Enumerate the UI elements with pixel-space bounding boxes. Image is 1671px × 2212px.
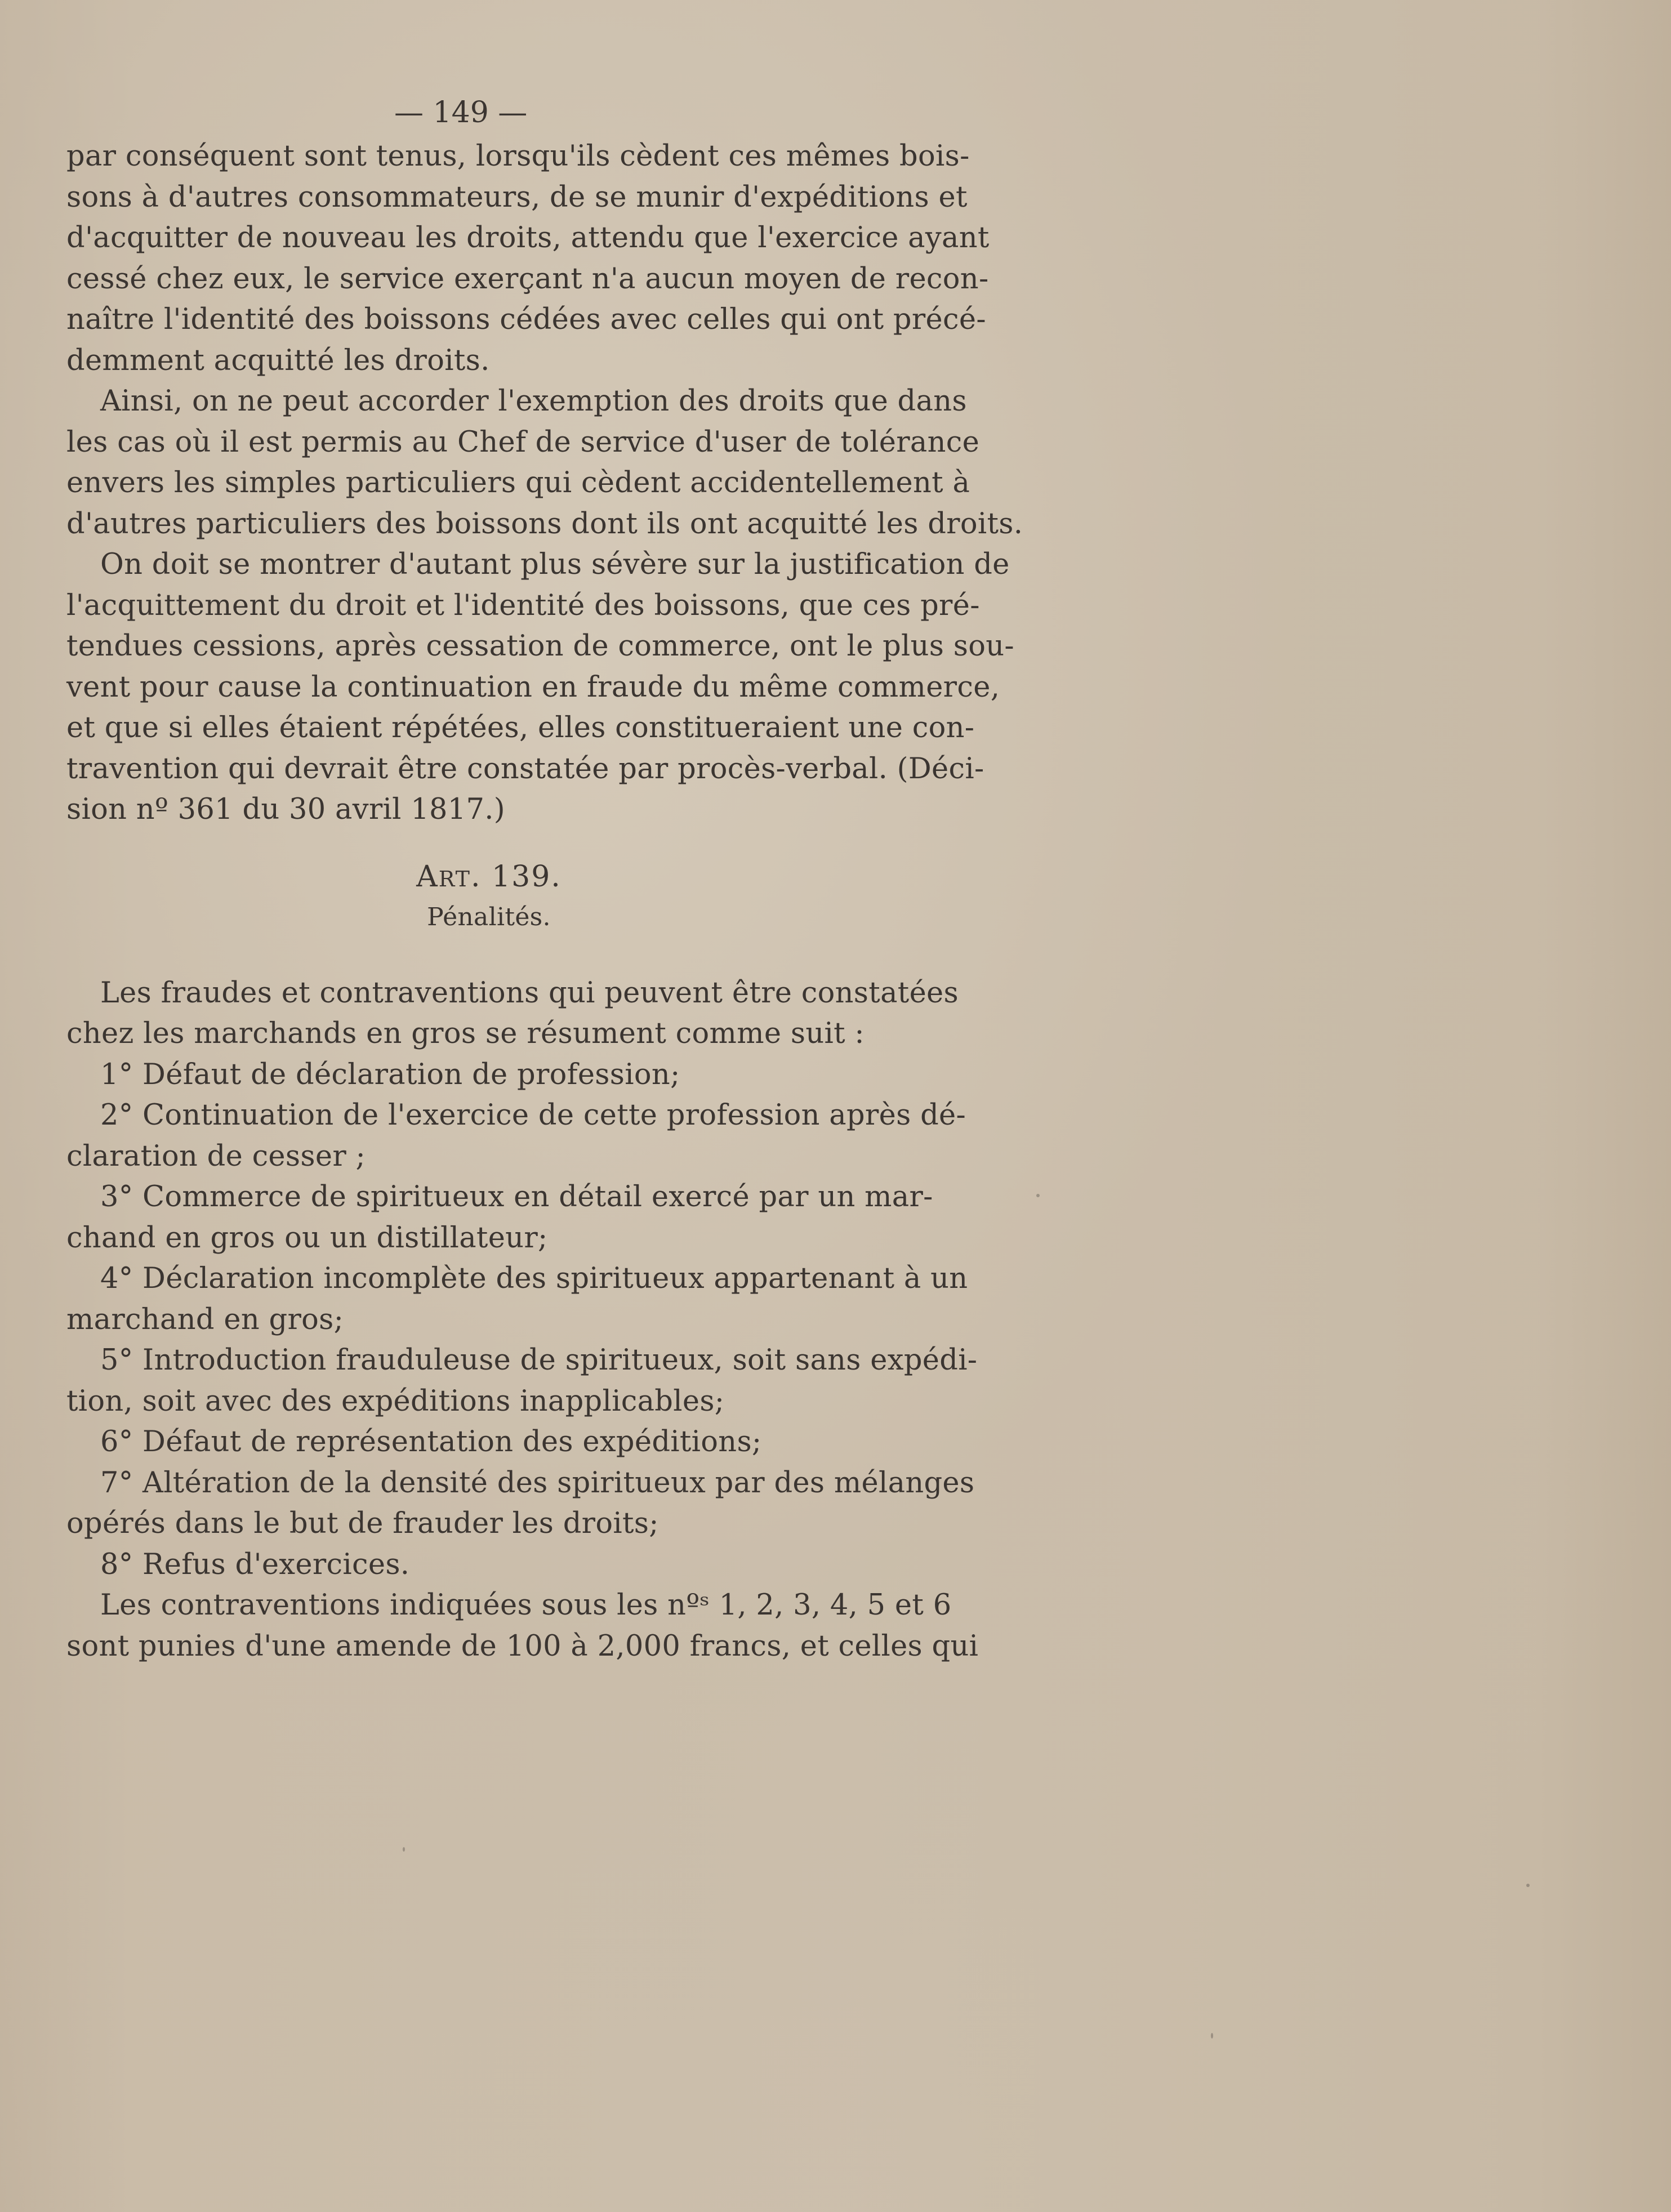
text-line: 1° Défaut de déclaration de profession;	[100, 1058, 680, 1091]
text-line: Les fraudes et contraventions qui peuvent être constatées	[100, 976, 959, 1010]
text-line: 6° Défaut de représentation des expéditions;	[100, 1425, 762, 1459]
text-line: d'acquitter de nouveau les droits, attendu que l'exercice ayant	[66, 221, 990, 255]
text-line: tendues cessions, après cessation de commerce, ont le plus sou-	[66, 630, 1014, 663]
text-line: Les contraventions indiquées sous les nºˢ 1, 2, 3, 4, 5 et 6	[100, 1589, 952, 1622]
paper-speck	[403, 1847, 405, 1852]
text-line: 2° Continuation de l'exercice de cette profession après dé-	[100, 1099, 966, 1132]
list-item	[66, 1259, 968, 1340]
article-heading-smallcaps: RT	[438, 866, 471, 891]
text-line: sont punies d'une amende de 100 à 2,000 francs, et celles qui	[66, 1629, 979, 1663]
text-line: travention qui devrait être constatée par procès-verbal. (Déci-	[66, 752, 984, 786]
text-line: envers les simples particuliers qui cèdent accidentellement à	[66, 466, 970, 500]
text-line: On doit se montrer d'autant plus sévère sur la justification de	[100, 548, 1010, 581]
text-line: sion nº 361 du 30 avril 1817.)	[66, 793, 505, 826]
list-item	[66, 1422, 911, 1463]
text-line: 4° Déclaration incomplète des spiritueux appartenant à un	[100, 1262, 968, 1295]
text-line: demment acquitté les droits.	[66, 344, 490, 377]
text-line: chand en gros ou un distillateur;	[66, 1221, 548, 1255]
list-item	[66, 1095, 966, 1177]
text-line: sons à d'autres consommateurs, de se munir d'expéditions et	[66, 180, 968, 214]
paragraph-frauds-intro	[66, 973, 959, 1055]
page-number: — 149 —	[394, 96, 528, 130]
text-line: et que si elles étaient répétées, elles constitueraient une con-	[66, 711, 975, 744]
offence-list	[66, 1055, 978, 1586]
article-subtitle: Pénalités.	[427, 903, 551, 931]
paragraph-penalties	[66, 1585, 979, 1667]
text-line: 7° Altération de la densité des spiritueux par des mélanges	[100, 1466, 975, 1500]
text-line: claration de cesser ;	[66, 1139, 366, 1173]
list-item	[66, 1545, 911, 1586]
text-line: tion, soit avec des expéditions inapplicables;	[66, 1384, 725, 1418]
paragraph-continuation	[66, 136, 990, 381]
article-heading-number: . 139.	[471, 859, 562, 894]
paper-speck	[1036, 1194, 1040, 1197]
text-line: naître l'identité des boissons cédées avec celles qui ont précé-	[66, 303, 986, 336]
text-line: chez les marchands en gros se résument comme suit :	[66, 1017, 865, 1050]
article-heading	[66, 857, 911, 898]
spacer	[66, 938, 911, 973]
paragraph-exemption	[66, 381, 1023, 545]
paragraph-justification	[66, 545, 1014, 831]
text-line: cessé chez eux, le service exerçant n'a aucun moyen de recon-	[66, 262, 989, 296]
text-line: vent pour cause la continuation en fraude du même commerce,	[66, 670, 1000, 704]
body-text	[66, 136, 1023, 1667]
text-line: opérés dans le but de frauder les droits;	[66, 1507, 659, 1540]
text-line: 8° Refus d'exercices.	[100, 1547, 410, 1581]
list-item	[66, 1055, 911, 1096]
paper-speck	[1526, 1884, 1530, 1887]
article-heading-prefix: A	[416, 859, 439, 894]
text-line: par conséquent sont tenus, lorsqu'ils cèdent ces mêmes bois-	[66, 140, 970, 173]
list-item	[66, 1340, 978, 1422]
text-line: marchand en gros;	[66, 1303, 344, 1336]
text-line: d'autres particuliers des boissons dont ils ont acquitté les droits.	[66, 507, 1023, 541]
text-line: 5° Introduction frauduleuse de spiritueux, soit sans expédi-	[100, 1344, 978, 1377]
list-item	[66, 1463, 975, 1545]
text-line: Ainsi, on ne peut accorder l'exemption des droits que dans	[100, 385, 967, 418]
paper-speck	[1211, 2033, 1213, 2039]
text-line: les cas où il est permis au Chef de service d'user de tolérance	[66, 425, 980, 459]
list-item	[66, 1177, 933, 1259]
text-line: 3° Commerce de spiritueux en détail exercé par un mar-	[100, 1180, 933, 1214]
text-line: l'acquittement du droit et l'identité des boissons, que ces pré-	[66, 588, 980, 622]
spacer	[66, 831, 911, 857]
